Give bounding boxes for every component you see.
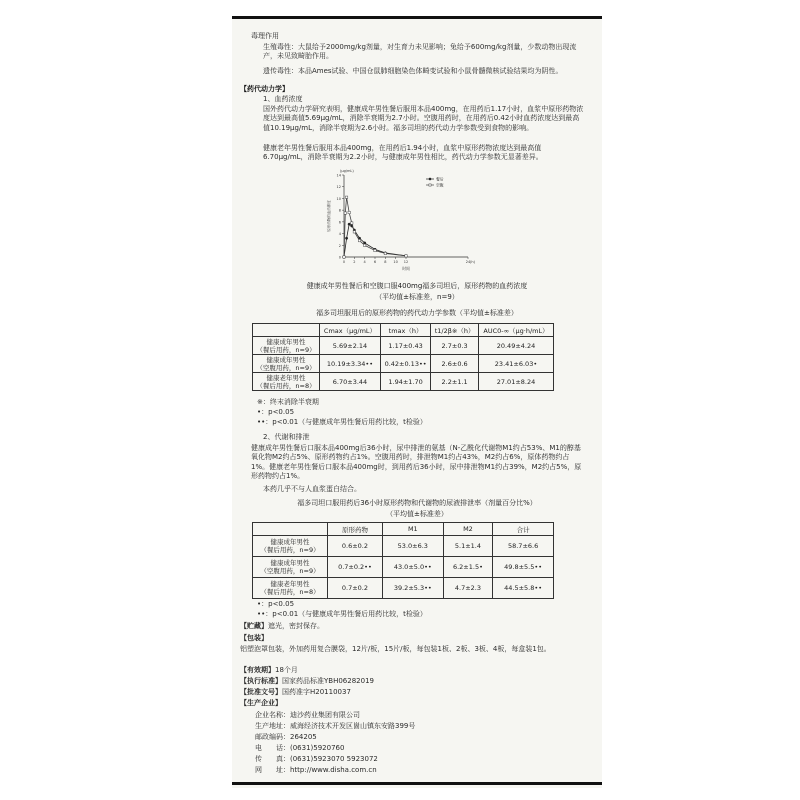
table-header-cell: tmax（h） <box>380 324 430 337</box>
storage-value: 遮光，密封保存。 <box>268 622 324 630</box>
table-row <box>253 337 554 355</box>
package-label: 【包装】 <box>240 634 268 642</box>
x-axis-label: 时间 <box>402 266 410 271</box>
y-tick-label: 8 <box>338 208 341 213</box>
legend-marker <box>429 184 431 186</box>
table-header-cell: 合计 <box>493 523 554 536</box>
legend-label: 空腹 <box>436 182 444 188</box>
table-cell: 43.0±5.0•• <box>382 557 443 578</box>
y-tick-label: 10 <box>336 196 341 201</box>
figure-caption-2: （平均值±标准差，n=9） <box>375 293 459 301</box>
table-cell: 53.0±6.3 <box>382 536 443 557</box>
table2-note: ••：p<0.01（与健康成年男性餐后用药比较，t检验） <box>257 610 427 618</box>
data-point <box>358 239 360 241</box>
data-point <box>351 222 353 224</box>
table-cell: 0.7±0.2 <box>328 578 383 599</box>
top-border <box>232 16 602 19</box>
table-cell: 0.6±0.2 <box>328 536 383 557</box>
manufacturer-line: 传 真：(0631)5923070 5923072 <box>255 755 378 763</box>
row-label <box>253 536 328 557</box>
storage-line <box>240 622 324 631</box>
row-label-line: （餐后用药，n=9） <box>260 546 320 554</box>
y-tick-label: 4 <box>338 232 341 237</box>
row-label-line: （空腹用药，n=9） <box>260 567 320 575</box>
validity-value: 18个月 <box>275 666 298 674</box>
pk-para1: 国外药代动力学研究表明，健康成年男性餐后服用本品400mg，在用药后1.17小时，血浆中原形药物浓度达到最高值5.69μg/mL，消除半衰期为2.7小时。空腹用药时，在用药后0.42小时血药浓度达到最高值10.19μg/mL，消除半衰期为2.6小时。福多司坦的药代动力学参数受到食物的影响。 <box>263 105 584 132</box>
table-row <box>253 355 554 373</box>
table-header-row <box>253 324 554 337</box>
data-point <box>384 252 386 254</box>
standard-line <box>240 677 374 686</box>
data-point <box>348 223 350 225</box>
manufacturer-line: 生产地址：威海经济技术开发区崮山镇东安路399号 <box>255 722 416 730</box>
data-point <box>345 237 347 239</box>
table-cell: 23.41±6.03• <box>478 355 553 373</box>
table-cell: 58.7±6.6 <box>493 536 554 557</box>
data-point <box>348 211 350 213</box>
table1-note: •：p<0.05 <box>257 408 295 416</box>
table-cell: 1.17±0.43 <box>380 337 430 355</box>
data-point <box>374 249 376 251</box>
data-point <box>345 196 347 198</box>
table-cell: 2.2±1.1 <box>431 373 479 391</box>
data-point <box>363 244 365 246</box>
table-header-row <box>253 523 554 536</box>
bottom-border <box>232 782 602 785</box>
table-header-cell: M1 <box>382 523 443 536</box>
x-tick-label: 2 <box>353 260 356 264</box>
x-tick-label: 8 <box>384 260 387 264</box>
table-row <box>253 557 554 578</box>
table-cell: 1.94±1.70 <box>380 373 430 391</box>
x-tick-label: 4 <box>363 260 366 264</box>
excretion-table <box>252 522 554 599</box>
manufacturer-line: 电 话：(0631)5920760 <box>255 744 345 752</box>
table2-note: •：p<0.05 <box>257 600 295 608</box>
row-label-line: 健康老年男性 <box>266 373 306 382</box>
table-header-cell: t1/2β※（h） <box>431 324 479 337</box>
table-row <box>253 373 554 391</box>
table-cell: 2.7±0.3 <box>431 337 479 355</box>
table2-title-1: 福多司坦口服用药后36小时原形药物和代谢物的尿液排泄率（剂量百分比%） <box>297 499 537 507</box>
x-tick-label: 24 <box>465 260 471 264</box>
row-label-line: （餐后用药，n=8） <box>260 588 320 596</box>
figure-caption-1: 健康成年男性餐后和空腹口服400mg福多司坦后，原形药物的血药浓度 <box>306 282 528 290</box>
pk-para4: 本药几乎不与人血浆蛋白结合。 <box>263 485 361 493</box>
y-axis-unit: (μg/mL) <box>340 169 354 173</box>
row-label-line: 健康老年男性 <box>270 580 310 588</box>
row-label-line: 健康成年男性 <box>266 337 306 346</box>
x-tick-label: 6 <box>373 260 377 264</box>
table-header-cell: AUC0-∞（μg·h/mL） <box>478 324 553 337</box>
table-cell: 6.70±3.44 <box>320 373 381 391</box>
validity-label: 【有效期】 <box>240 666 275 674</box>
reproductive-toxicity: 生殖毒性：大鼠给予2000mg/kg剂量，对生育力未见影响；兔给予600mg/kg剂量，少数动物出现流产，未见致畸胎作用。 <box>263 43 577 61</box>
x-axis-unit: (h) <box>470 260 475 264</box>
table-cell: 49.8±5.5•• <box>493 557 554 578</box>
pk-section-header: 【药代动力学】 <box>240 85 289 93</box>
y-tick-label: 6 <box>338 220 341 225</box>
table-header-cell <box>253 523 328 536</box>
row-label-line: 健康成年男性 <box>266 355 306 364</box>
approval-label: 【批准文号】 <box>240 688 282 696</box>
table1-note: ※：终末消除半衰期 <box>257 398 319 406</box>
row-label <box>253 355 320 373</box>
pk-para3: 健康成年男性餐后口服本品400mg后36小时，尿中排泄的氨基（N-乙酰化代谢物M1约占53%、M1的醇基氧化物M2约占5%、原形药物约占1%。空腹用药时，排泄物M1约占43%，M2约占6%，原体药物约占1%。健康老年男性餐后口服本品400mg时，到用药后36小时，尿中排泄物M1约占39%，M2约占5%，原形药物约占1%。 <box>251 444 582 481</box>
row-label <box>253 373 320 391</box>
table-cell: 0.42±0.13•• <box>380 355 430 373</box>
table2-title-2: （平均值±标准差） <box>386 510 448 518</box>
data-point <box>353 231 355 233</box>
x-tick-label: 0 <box>342 260 346 264</box>
manufacturer-label: 【生产企业】 <box>240 699 282 707</box>
y-tick-label: 2 <box>338 243 341 248</box>
validity-line <box>240 666 298 675</box>
table-cell: 20.49±4.24 <box>478 337 553 355</box>
row-label <box>253 557 328 578</box>
table-cell: 5.1±1.4 <box>443 536 493 557</box>
legend-label: 餐后 <box>436 176 444 182</box>
row-label-line: （餐后用药，n=9） <box>256 345 316 354</box>
row-label-line: 健康成年男性 <box>270 538 310 546</box>
table-cell: 4.7±2.3 <box>443 578 493 599</box>
table-row <box>253 536 554 557</box>
data-point <box>343 256 345 258</box>
table-cell: 44.5±5.8•• <box>493 578 554 599</box>
approval-line <box>240 688 351 697</box>
pk-para2: 健康老年男性餐后服用本品400mg，在用药后1.94小时，血浆中原形药物浓度达到最高值6.70μg/mL，消除半衰期为2.2小时，与健康成年男性相比，药代动力学参数无显著差异。 <box>263 144 543 162</box>
data-point <box>405 255 407 257</box>
row-label-line: 健康成年男性 <box>270 559 310 567</box>
table-cell: 6.2±1.5• <box>443 557 493 578</box>
storage-label: 【贮藏】 <box>240 622 268 630</box>
row-label <box>253 337 320 355</box>
data-point <box>344 212 346 214</box>
data-point <box>363 242 365 244</box>
manufacturer-line: 邮政编码：264205 <box>255 733 317 741</box>
pk-sub1: 1、血药浓度 <box>263 95 303 103</box>
row-label <box>253 578 328 599</box>
table-header-cell: M2 <box>443 523 493 536</box>
manufacturer-line: 企业名称：迪沙药业集团有限公司 <box>255 711 360 719</box>
table-cell: 2.6±0.6 <box>431 355 479 373</box>
row-label-line: （空腹用药，n=9） <box>256 363 316 372</box>
table-cell: 39.2±5.3•• <box>382 578 443 599</box>
table-header-cell <box>253 324 320 337</box>
genetic-toxicity: 遗传毒性：本品Ames试验、中国仓鼠肺细胞染色体畸变试验和小鼠骨髓微核试验结果均为阴性。 <box>263 67 563 75</box>
x-tick-label: 12 <box>403 260 409 264</box>
table-cell: 10.19±3.34•• <box>320 355 381 373</box>
y-axis-label: 原形药物的血药浓度 <box>327 200 331 232</box>
table-cell: 27.01±8.24 <box>478 373 553 391</box>
x-tick-label: 10 <box>393 260 398 264</box>
row-label-line: （餐后用药，n=8） <box>256 381 316 390</box>
manufacturer-line: 网 址：http://www.disha.com.cn <box>255 766 377 774</box>
legend-marker <box>429 178 431 180</box>
toxicology-title: 毒理作用 <box>251 32 279 40</box>
y-tick-label: 0 <box>338 255 341 260</box>
table-cell: 5.69±2.14 <box>320 337 381 355</box>
table-cell: 0.7±0.2•• <box>328 557 383 578</box>
table-header-cell: Cmax（μg/mL） <box>320 324 381 337</box>
table1-title: 福多司坦服用后的原形药物的药代动力学参数（平均值±标准差） <box>316 309 518 317</box>
pk-concentration-chart <box>318 165 480 275</box>
y-tick-label: 12 <box>336 185 341 190</box>
pk-sub2: 2、代谢和排泄 <box>263 433 310 441</box>
pk-parameter-table <box>252 323 554 391</box>
standard-label: 【执行标准】 <box>240 677 282 685</box>
table-header-cell: 原形药物 <box>328 523 383 536</box>
table1-note: ••：p<0.01（与健康成年男性餐后用药比较，t检验） <box>257 418 427 426</box>
approval-value: 国药准字H20110037 <box>282 688 351 696</box>
standard-value: 国家药品标准YBH06282019 <box>282 677 374 685</box>
y-tick-label: 14 <box>336 173 341 178</box>
table-row <box>253 578 554 599</box>
package-value: 铝塑泡罩包装，外加药用复合膜袋，12片/板，15片/板，每包装1板、2板、3板、4板，每盒装1包。 <box>240 645 551 653</box>
